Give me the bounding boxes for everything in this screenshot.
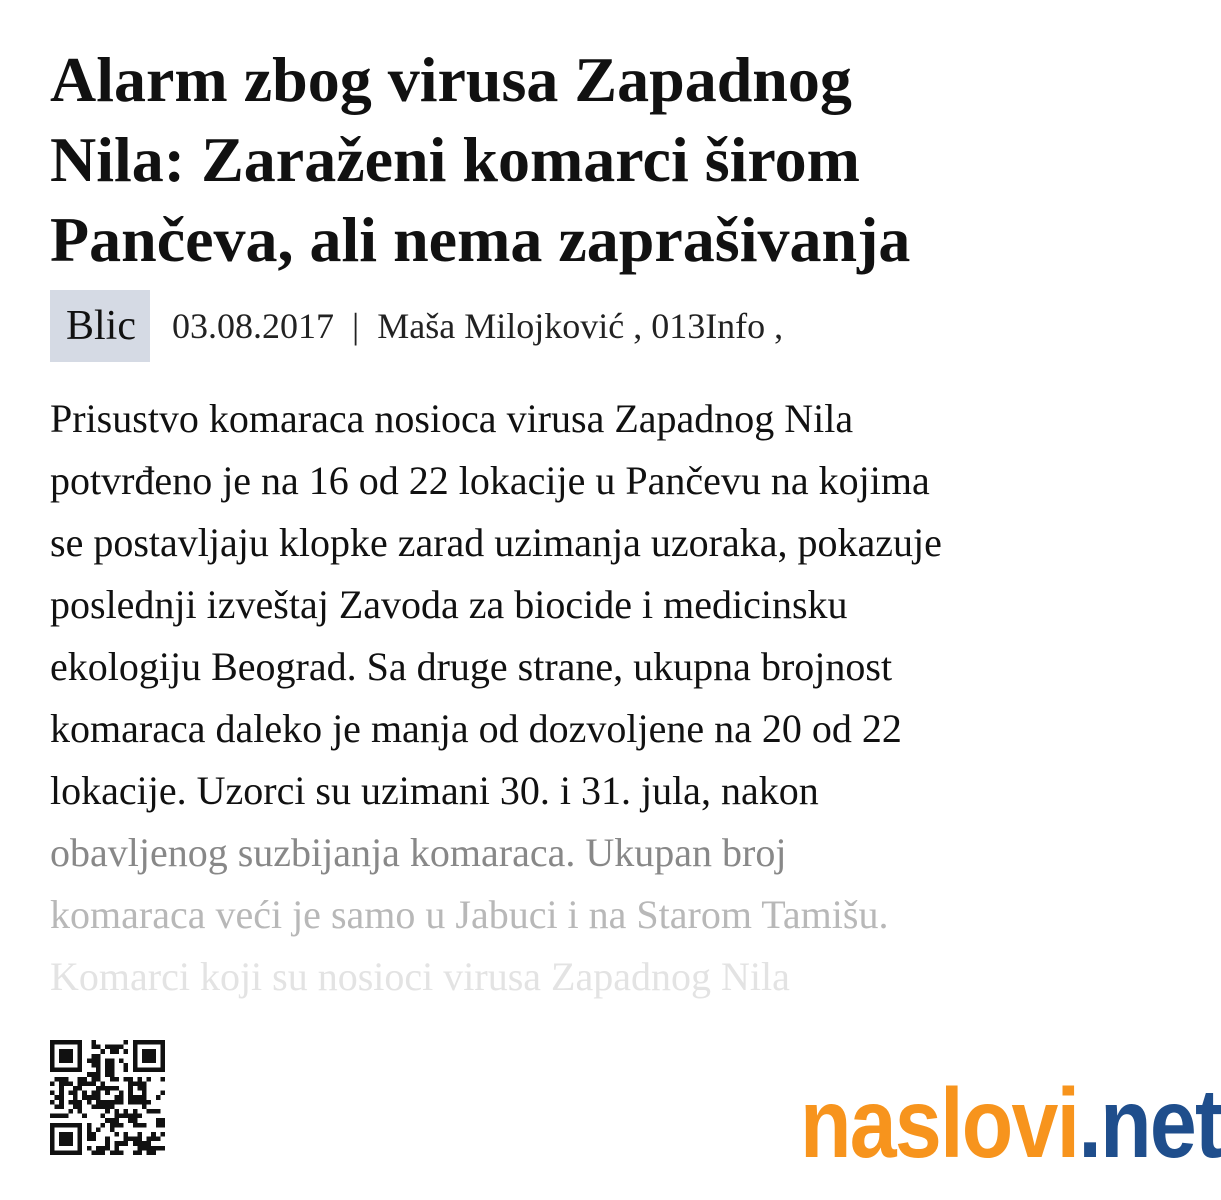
naslovi-logo[interactable] <box>800 1062 1221 1178</box>
logo-naslovi-text: naslovi <box>800 1068 1079 1178</box>
body-line: komaraca daleko je manja od dozvoljene na 20 od 22 <box>50 706 902 751</box>
meta-text <box>172 290 783 362</box>
headline-line: Alarm zbog virusa Zapadnog <box>50 44 852 115</box>
headline-line: Nila: Zaraženi komarci širom <box>50 124 860 195</box>
body-line: ekologiju Beograd. Sa druge strane, ukupna brojnost <box>50 644 893 689</box>
body-line: Prisustvo komaraca nosioca virusa Zapadnog Nila <box>50 396 854 441</box>
body-line: lokacije. Uzorci su uzimani 30. i 31. jula, nakon <box>50 768 819 813</box>
authors: Maša Milojković , 013Info , <box>377 306 784 346</box>
source-badge[interactable]: Blic <box>50 290 150 362</box>
body-line: potvrđeno je na 16 od 22 lokacije u Pančevu na kojima <box>50 458 930 503</box>
body-line: poslednji izveštaj Zavoda za biocide i medicinsku <box>50 582 848 627</box>
publish-date: 03.08.2017 <box>172 306 334 346</box>
article-meta <box>50 290 783 362</box>
body-line: se postavljaju klopke zarad uzimanja uzoraka, pokazuje <box>50 520 942 565</box>
article-headline[interactable] <box>50 40 1170 280</box>
logo-net-text: .net <box>1078 1068 1221 1178</box>
body-line: komaraca veći je samo u Jabuci i na Starom Tamišu. <box>50 892 889 937</box>
body-line: Komarci koji su nosioci virusa Zapadnog Nila <box>50 954 790 999</box>
body-line: obavljenog suzbijanja komaraca. Ukupan broj <box>50 830 787 875</box>
article-body <box>50 388 1170 1008</box>
meta-separator: | <box>352 306 360 346</box>
headline-line: Pančeva, ali nema zaprašivanja <box>50 204 911 275</box>
qr-code-icon[interactable] <box>50 1040 165 1155</box>
